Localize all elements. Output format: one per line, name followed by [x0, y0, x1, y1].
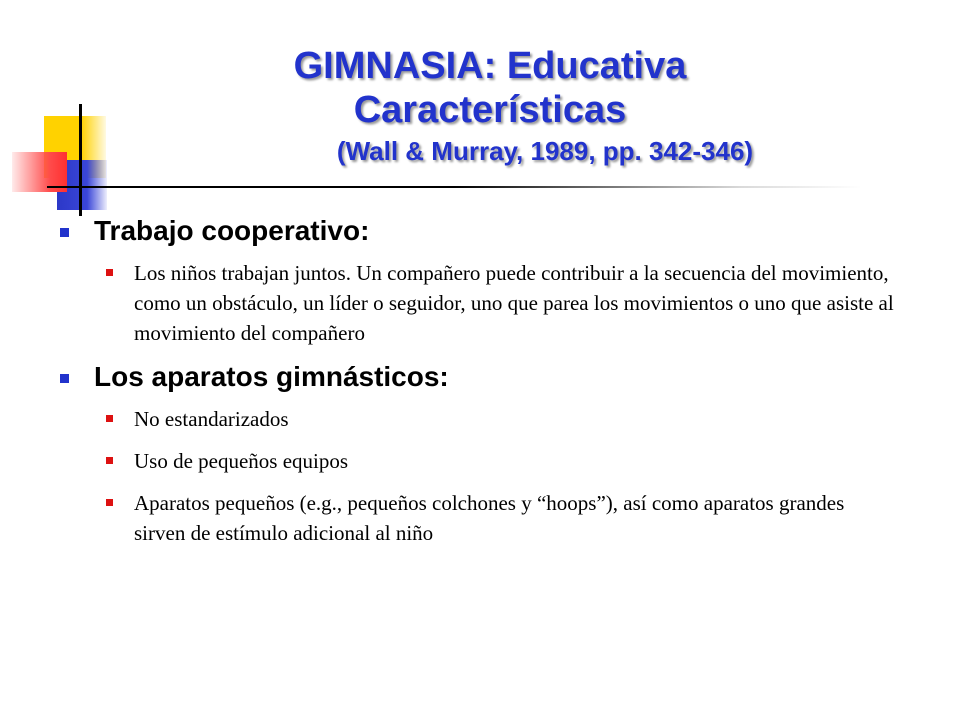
logo-vertical-line [79, 104, 82, 216]
title-underline [47, 186, 862, 188]
list-item-text: No estandarizados [134, 407, 289, 431]
square-bullet-icon [60, 228, 69, 237]
square-bullet-icon [60, 374, 69, 383]
list-item [58, 488, 898, 548]
list-item-text: Los niños trabajan juntos. Un compañero puede contribuir a la secuencia del movimiento, como un obstáculo, un líder o seguidor, uno que parea los movimientos o uno que asiste al movimiento del compañero [134, 261, 894, 345]
list-item [58, 446, 898, 476]
list-item-text: Uso de pequeños equipos [134, 449, 349, 473]
title-line-1: GIMNASIA: Educativa [293, 45, 687, 87]
bullet-list [58, 258, 898, 348]
bullet-list [58, 404, 898, 548]
list-item-text: Aparatos pequeños (e.g., pequeños colchones y “hoops”), así como aparatos grandes sirven de estímulo adicional al niño [134, 491, 845, 545]
section-heading-text: Los aparatos gimnásticos: [94, 361, 449, 392]
square-bullet-icon [106, 499, 113, 506]
section-heading [58, 360, 898, 394]
section-heading-text: Trabajo cooperativo: [94, 215, 370, 246]
title-citation: (Wall & Murray, 1989, pp. 342-346) [336, 136, 754, 166]
section-heading [58, 214, 898, 248]
square-bullet-icon [106, 457, 113, 464]
list-item [58, 404, 898, 434]
slide-title [190, 44, 790, 170]
title-line-2: Características [353, 89, 627, 131]
slide-logo-decoration [0, 0, 200, 230]
square-bullet-icon [106, 415, 113, 422]
slide-body [58, 214, 898, 560]
square-bullet-icon [106, 269, 113, 276]
list-item [58, 258, 898, 348]
